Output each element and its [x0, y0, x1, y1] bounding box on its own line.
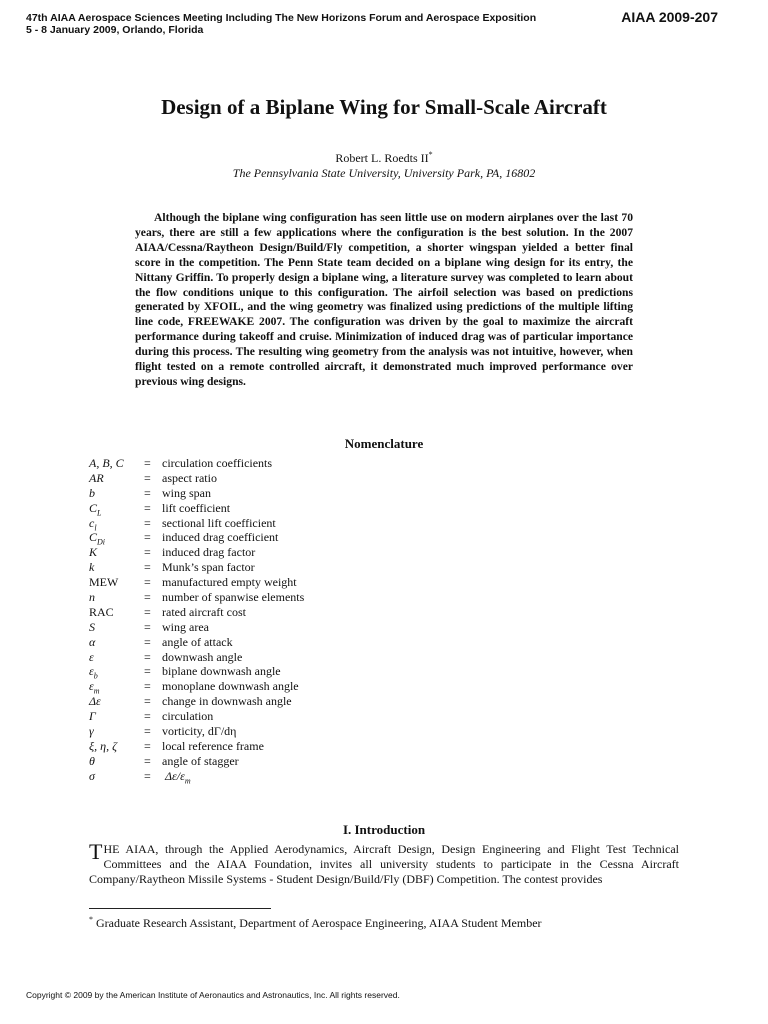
paper-id: AIAA 2009-207	[621, 9, 718, 25]
symbol-base: Δε	[89, 694, 101, 709]
nomenclature-row	[89, 471, 489, 486]
nomenclature-row	[89, 739, 489, 754]
equals-sign: =	[144, 515, 151, 530]
symbol-base: C	[89, 500, 98, 515]
symbol-base: θ	[89, 753, 95, 768]
nomenclature-row	[89, 679, 489, 694]
section-heading-introduction: I. Introduction	[342, 822, 426, 837]
definition-text: number of spanwise elements	[162, 590, 305, 605]
equals-sign: =	[144, 619, 151, 634]
definition-text: biplane downwash angle	[162, 664, 281, 679]
nomenclature-row	[89, 754, 489, 769]
nomenclature-symbol	[89, 754, 144, 769]
author-name: Robert L. Roedts II	[335, 151, 429, 165]
nomenclature-symbol	[89, 769, 144, 784]
equals-sign: =	[144, 724, 151, 739]
author-affiliation: The Pennsylvania State University, University Park, PA, 16802	[232, 166, 536, 180]
nomenclature-definition	[162, 650, 242, 665]
symbol-subscript: Di	[97, 537, 106, 547]
symbol-base: AR	[89, 470, 104, 485]
nomenclature-heading: Nomenclature	[344, 436, 424, 451]
nomenclature-symbol	[89, 724, 144, 739]
symbol-base: σ	[89, 768, 95, 783]
nomenclature-row	[89, 650, 489, 665]
nomenclature-definition	[162, 501, 230, 516]
nomenclature-symbol	[89, 650, 144, 665]
nomenclature-definition	[162, 635, 233, 650]
nomenclature-symbol	[89, 486, 144, 501]
nomenclature-row	[89, 664, 489, 679]
nomenclature-row	[89, 605, 489, 620]
symbol-subscript: m	[93, 686, 100, 696]
definition-text: manufactured empty weight	[162, 575, 297, 590]
nomenclature-definition	[162, 471, 217, 486]
nomenclature-row	[89, 560, 489, 575]
equals-sign: =	[144, 545, 151, 560]
footnote	[89, 915, 542, 931]
nomenclature-list	[89, 456, 489, 784]
nomenclature-symbol	[89, 560, 144, 575]
equals-sign: =	[144, 590, 151, 605]
definition-text: circulation coefficients	[162, 456, 273, 470]
nomenclature-symbol	[89, 739, 144, 754]
definition-text: downwash angle	[162, 649, 243, 664]
symbol-base: n	[89, 590, 95, 605]
equals-sign: =	[144, 500, 151, 515]
nomenclature-definition	[162, 694, 292, 709]
nomenclature-symbol	[89, 635, 144, 650]
nomenclature-definition	[162, 679, 299, 694]
footnote-divider	[89, 908, 271, 909]
definition-text: wing area	[162, 619, 209, 634]
equals-sign: =	[144, 575, 151, 590]
nomenclature-row	[89, 516, 489, 531]
equals-sign: =	[144, 530, 151, 545]
nomenclature-row	[89, 530, 489, 545]
nomenclature-row	[89, 545, 489, 560]
conference-dates: 5 - 8 January 2009, Orlando, Florida	[26, 24, 204, 36]
nomenclature-definition	[162, 769, 191, 789]
nomenclature-definition	[162, 590, 304, 605]
nomenclature-symbol	[89, 456, 144, 471]
symbol-base: ε	[89, 649, 94, 664]
equals-sign: =	[144, 485, 151, 500]
copyright-notice: Copyright © 2009 by the American Institute of Aeronautics and Astronautics, Inc. All rights reserved.	[26, 990, 400, 1000]
definition-text: sectional lift coefficient	[162, 515, 276, 530]
conference-header	[26, 12, 536, 36]
equals-sign: =	[144, 649, 151, 664]
nomenclature-symbol	[89, 545, 144, 560]
nomenclature-row	[89, 575, 489, 590]
symbol-subscript: b	[93, 671, 98, 681]
author-line	[0, 150, 768, 166]
equals-sign: =	[144, 664, 151, 679]
equals-sign: =	[144, 470, 151, 485]
nomenclature-row	[89, 694, 489, 709]
equals-sign: =	[144, 738, 151, 753]
nomenclature-definition	[162, 456, 272, 471]
nomenclature-symbol	[89, 709, 144, 724]
definition-text: change in downwash angle	[162, 694, 292, 709]
nomenclature-row	[89, 709, 489, 724]
symbol-base: MEW	[89, 575, 119, 590]
nomenclature-definition	[162, 545, 255, 560]
symbol-base: A, B, C	[89, 456, 124, 470]
nomenclature-definition	[162, 530, 278, 545]
symbol-base: S	[89, 619, 95, 634]
nomenclature-row	[89, 635, 489, 650]
nomenclature-symbol	[89, 575, 144, 590]
nomenclature-definition	[162, 516, 276, 531]
nomenclature-definition	[162, 575, 297, 590]
definition-text: aspect ratio	[162, 470, 217, 485]
nomenclature-definition	[162, 620, 209, 635]
nomenclature-definition	[162, 739, 264, 754]
symbol-base: c	[89, 515, 95, 530]
equals-sign: =	[144, 560, 151, 575]
dropcap-letter: T	[89, 839, 103, 864]
equals-sign: =	[144, 753, 151, 768]
symbol-base: α	[89, 634, 96, 649]
nomenclature-symbol	[89, 471, 144, 486]
footnote-text: Graduate Research Assistant, Department of Aerospace Engineering, AIAA Student Member	[96, 916, 542, 930]
nomenclature-row	[89, 501, 489, 516]
symbol-base: K	[89, 545, 98, 560]
conference-name: 47th AIAA Aerospace Sciences Meeting Including The New Horizons Forum and Aerospace Exposition	[26, 12, 537, 24]
symbol-base: C	[89, 530, 98, 545]
symbol-base: Γ	[89, 709, 96, 724]
definition-text: circulation	[162, 709, 214, 724]
equals-sign: =	[144, 709, 151, 724]
symbol-base: γ	[89, 724, 94, 739]
nomenclature-row	[89, 590, 489, 605]
abstract: Although the biplane wing configuration has seen little use on modern airplanes over the last 70 years, there are still a few applications where the configuration is the best solution. In the 2007 AIAA/Cessna/Raytheon Design/Build/Fly competition, a shorter wingspan yielded a better final score in the competition. The Penn State team decided on a biplane wing design for its entry, the Nittany Griffin. To properly design a biplane wing, a literature survey was completed to learn about the flow conditions unique to this configuration. The airfoil selection was based on predictions generated by XFOIL, and the wing geometry was finalized using predictions of the multiple lifting line code, FREEWAKE 2007. The configuration was driven by the goal to maximize the aircraft performance during takeoff and cruise. Minimization of induced drag was of particular importance during this process. The resulting wing geometry from the analysis was not intuitive, however, when flight tested on a remote controlled aircraft, it demonstrated much improved performance over previous wing designs.	[135, 211, 633, 388]
footnote-mark: *	[89, 915, 93, 924]
definition-text: angle of attack	[162, 634, 233, 649]
nomenclature-symbol	[89, 694, 144, 709]
nomenclature-row	[89, 486, 489, 501]
nomenclature-definition	[162, 605, 246, 620]
definition-text: induced drag coefficient	[162, 530, 279, 545]
equals-sign: =	[144, 694, 151, 709]
nomenclature-definition	[162, 560, 255, 575]
nomenclature-symbol	[89, 620, 144, 635]
symbol-subscript: l	[94, 522, 97, 532]
nomenclature-symbol	[89, 605, 144, 620]
definition-text: induced drag factor	[162, 545, 256, 560]
definition-text: local reference frame	[162, 738, 264, 753]
definition-text: Munk’s span factor	[162, 560, 255, 575]
definition-text: vorticity, dΓ/dη	[162, 724, 237, 739]
introduction-text: HE AIAA, through the Applied Aerodynamics, Aircraft Design, Design Engineering and Flight Test Technical Committees and the AIAA Foundation, invites all university students to participate in the Cessna Aircraft Company/Raytheon Missile Systems - Student Design/Build/Fly (DBF) Competition. The contest provides	[89, 842, 679, 886]
equals-sign: =	[144, 604, 151, 619]
definition-text: lift coefficient	[162, 500, 231, 515]
nomenclature-definition	[162, 709, 213, 724]
nomenclature-definition	[162, 486, 211, 501]
symbol-subscript: L	[97, 508, 102, 518]
definition-text: angle of stagger	[162, 753, 239, 768]
symbol-base: ε	[89, 679, 94, 694]
definition-text: rated aircraft cost	[162, 604, 246, 619]
nomenclature-definition	[162, 664, 281, 679]
definition-text: Δε/ε	[165, 768, 185, 783]
equals-sign: =	[144, 679, 151, 694]
symbol-base: ξ, η, ζ	[89, 738, 117, 753]
symbol-base: RAC	[89, 604, 114, 619]
symbol-base: ε	[89, 664, 94, 679]
nomenclature-row	[89, 724, 489, 739]
nomenclature-definition	[162, 724, 236, 739]
nomenclature-row	[89, 769, 489, 784]
author-footnote-mark: *	[428, 150, 433, 159]
equals-sign: =	[144, 634, 151, 649]
nomenclature-row	[89, 456, 489, 471]
definition-text: wing span	[162, 485, 211, 500]
equals-sign: =	[144, 768, 151, 783]
symbol-base: k	[89, 560, 95, 575]
paper-title: Design of a Biplane Wing for Small-Scale Aircraft	[161, 95, 607, 119]
nomenclature-symbol	[89, 590, 144, 605]
nomenclature-definition	[162, 754, 239, 769]
introduction-paragraph	[89, 839, 679, 887]
symbol-base: b	[89, 485, 95, 500]
definition-subscript: m	[184, 776, 191, 786]
nomenclature-row	[89, 620, 489, 635]
equals-sign: =	[144, 456, 151, 470]
definition-text: monoplane downwash angle	[162, 679, 299, 694]
